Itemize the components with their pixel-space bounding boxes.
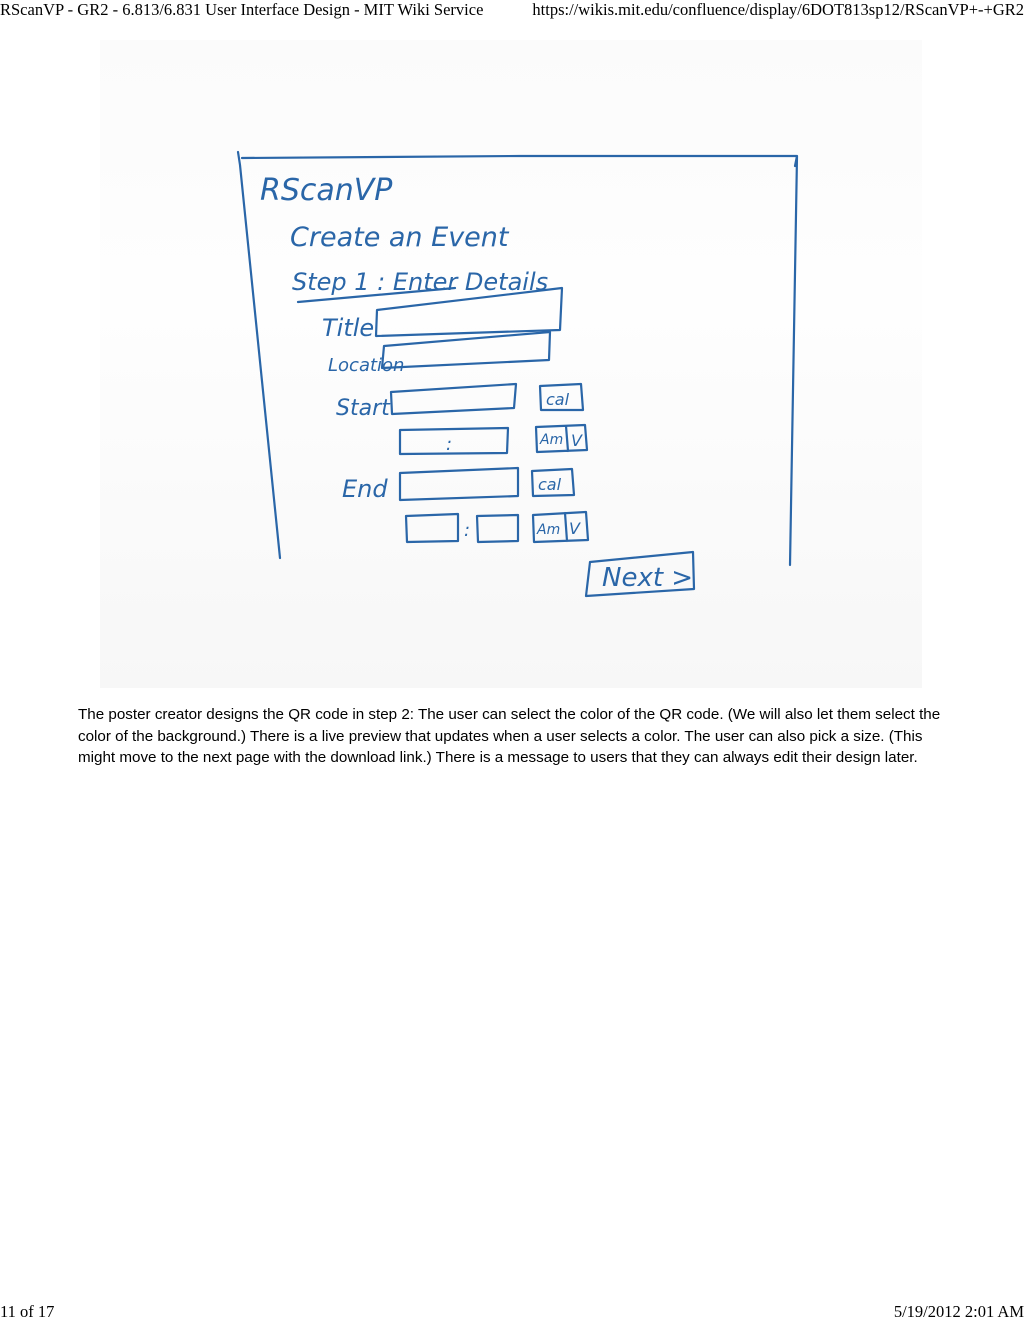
- print-header-title: RScanVP - GR2 - 6.813/6.831 User Interface Design - MIT Wiki Service: [0, 0, 484, 19]
- sketch-app-name: RScanVP: [260, 173, 393, 208]
- print-footer-page: 11 of 17: [0, 1302, 55, 1321]
- sketch-end-minute-field: [477, 515, 518, 542]
- sketch-start-time-field: [400, 428, 508, 454]
- sketch-end-hour-field: [406, 514, 458, 542]
- sketch-step-heading: Step 1 : Enter Details: [292, 268, 549, 296]
- sketch-label-title: Title: [322, 314, 375, 342]
- sketch-end-ampm-label: Am: [537, 522, 561, 538]
- sketch-start-ampm-arrow: V: [571, 431, 582, 450]
- sketch-end-date-field: [400, 468, 518, 500]
- sketch-start-ampm-label: Am: [540, 432, 564, 448]
- sketch-label-end: End: [342, 475, 388, 503]
- sketch-page-heading: Create an Event: [290, 222, 509, 253]
- sketch-end-time-separator: :: [464, 520, 471, 541]
- sketch-label-start: Start: [336, 396, 390, 421]
- sketch-location-field: [382, 332, 550, 368]
- sketch-label-location: Location: [328, 355, 405, 376]
- sketch-end-cal-label: cal: [538, 475, 562, 494]
- description-paragraph: The poster creator designs the QR code in step 2: The user can select the color of the QR code. (We will also let them select the color of the background.) There is a live preview that updates when a user selects a color. The user can also pick a size. (This might move to the next page with the download link.) There is a message to users that they can always edit their design later.: [78, 706, 941, 767]
- sketch-start-time-separator: :: [446, 434, 453, 455]
- sketch-end-ampm-arrow: V: [569, 519, 580, 538]
- sketch-next-label: Next >: [602, 563, 694, 593]
- wireframe-sketch: [100, 40, 922, 688]
- print-header-url: https://wikis.mit.edu/confluence/display/6DOT813sp12/RScanVP+-+GR2: [532, 0, 1024, 19]
- sketch-start-date-field: [391, 384, 516, 414]
- sketch-frame: [238, 152, 797, 565]
- print-footer-timestamp: 5/19/2012 2:01 AM: [893, 1302, 1024, 1321]
- sketch-start-cal-label: cal: [546, 390, 570, 409]
